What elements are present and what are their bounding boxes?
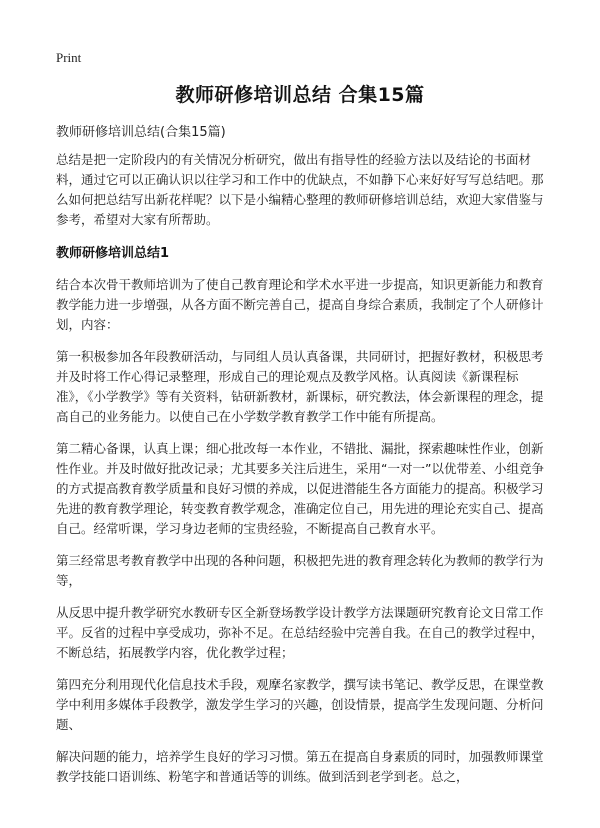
document-subtitle: 教师研修培训总结(合集15篇) — [56, 125, 226, 140]
intro-paragraph: 总结是把一定阶段内的有关情况分析研究，做出有指导性的经验方法以及结论的书面材料，通过它可以正确认识以往学习和工作中的优缺点，不如静下心来好好写写总结吧。那么如何把总结写出新花样呢？以下是小编精心整理的教师研修培训总结，欢迎大家借鉴与参考，希望对大家有所帮助。 — [56, 152, 544, 227]
body-paragraph: 解决问题的能力，培养学生良好的学习习惯。第五在提高自身素质的同时，加强教师课堂教学技能口语训练、粉笔字和普通话等的训练。做到活到老学到老。总之， — [56, 749, 544, 784]
print-link[interactable]: Print — [56, 50, 82, 65]
body-paragraph: 结合本次骨干教师培训为了使自己教育理论和学术水平进一步提高，知识更新能力和教育教学能力进一步增强，从各方面不断完善自己，提高自身综合素质，我制定了个人研修计划，内容： — [56, 277, 544, 332]
page-title: 教师研修培训总结 合集15篇 — [175, 84, 425, 106]
document-body — [56, 150, 544, 799]
body-paragraph: 第二精心备课，认真上课；细心批改每一本作业，不错批、漏批，探索趣味性作业，创新性作业。并及时做好批改记录；尤其要多关注后进生，采用“一对一”以优带差、小组竞争的方式提高教育教学质量和良好习惯的养成，以促进潜能生各方面能力的提高。积极学习先进的教育教学理论，转变教育教学观念，准确定位自己，用先进的理论充实自己、提高自己。经常听课，学习身边老师的宝贵经验，不断提高自己教育水平。 — [56, 441, 544, 536]
body-paragraph: 第一积极参加各年段教研活动，与同组人员认真备课，共同研讨，把握好教材，积极思考并及时将工作心得记录整理，形成自己的理论观点及教学风格。认真阅读《新课程标准》，《小学教学》等有关资料，钻研新教材，新课标，研究教法，体会新课程的理念，提高自己的业务能力。以使自己在小学数学教育教学工作中能有所提高。 — [56, 349, 544, 424]
body-paragraph: 从反思中提升教学研究水教研专区全新登场教学设计教学方法课题研究教育论文日常工作平。反省的过程中享受成功，弥补不足。在总结经验中完善自我。在自己的教学过程中，不断总结，拓展教学内容，优化教学过程； — [56, 605, 544, 660]
section-heading: 教师研修培训总结1 — [56, 246, 170, 261]
body-paragraph: 第三经常思考教育教学中出现的各种问题，积极把先进的教育理念转化为教师的教学行为等， — [56, 553, 544, 588]
body-paragraph: 第四充分利用现代化信息技术手段，观摩名家教学，撰写读书笔记、教学反思，在课堂教学中利用多媒体手段教学，激发学生学习的兴趣，创设情景，提高学生发现问题、分析问题、 — [56, 677, 544, 732]
